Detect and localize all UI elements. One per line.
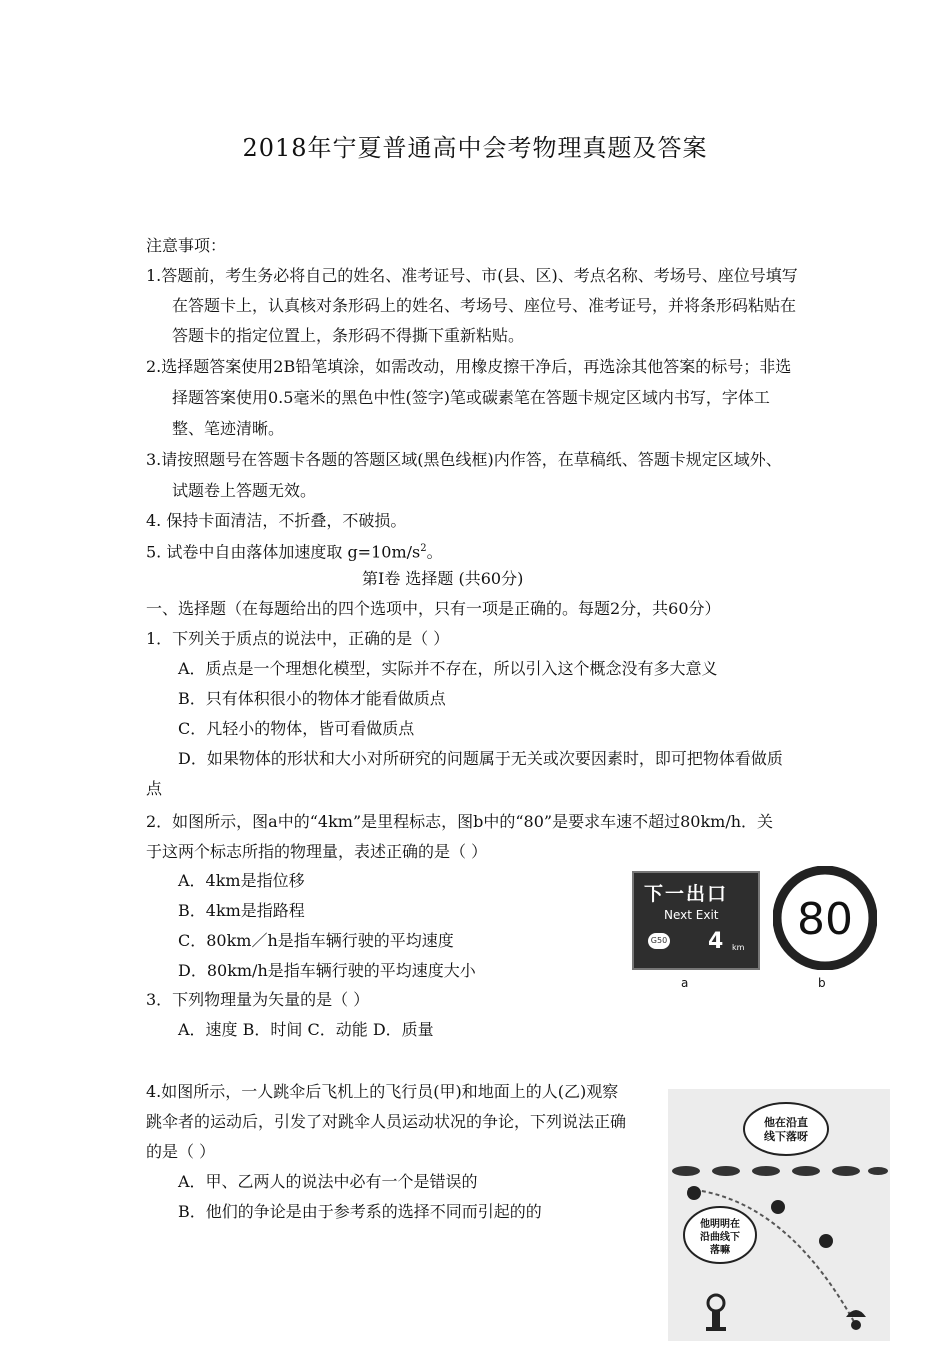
notice-line: 4. 保持卡面清洁，不折叠，不破损。 (146, 511, 407, 530)
speech-ground-line1: 他明明在 (700, 1219, 740, 1230)
q1-stem: 1．下列关于质点的说法中，正确的是（ ） (146, 629, 450, 648)
notice-heading: 注意事项： (146, 236, 227, 255)
q4-stem-cont: 跳伞者的运动后，引发了对跳伞人员运动状况的争论，下列说法正确 (146, 1112, 627, 1131)
section-title: 第Ⅰ卷 选择题 (共60分) (362, 569, 524, 588)
parachute-cartoon-figure (668, 1089, 890, 1341)
notice-line-5-text: 5. 试卷中自由落体加速度取 g=10m/s (146, 542, 421, 562)
q2-option-a: A．4km是指位移 (178, 871, 305, 890)
q2-stem-cont: 于这两个标志所指的物理量，表述正确的是（ ） (146, 842, 488, 861)
speed-limit-value: 80 (797, 894, 853, 945)
notice-line-5 (146, 539, 443, 562)
notice-line: 2.选择题答案使用2B铅笔填涂，如需改动，用橡皮擦干净后，再选涂其他答案的标号；非选 (146, 357, 792, 376)
part-heading: 一、选择题（在每题给出的四个选项中，只有一项是正确的。每题2分，共60分） (146, 599, 721, 618)
q4-option-b: B．他们的争论是由于参考系的选择不同而引起的的 (178, 1202, 542, 1221)
q3-options: A．速度 B．时间 C．动能 D．质量 (178, 1020, 434, 1039)
q1-option-a: A．质点是一个理想化模型，实际并不存在，所以引入这个概念没有多大意义 (178, 659, 718, 678)
notice-line: 1.答题前，考生务必将自己的姓名、准考证号、市(县、区)、考点名称、考场号、座位号填写 (146, 266, 798, 285)
speech-ground-line2: 沿曲线下 (700, 1232, 740, 1243)
notice-line: 择题答案使用0.5毫米的黑色中性(签字)笔或碳素笔在答题卡规定区域内书写，字体工 (172, 388, 770, 407)
notice-line-5-end: 。 (426, 542, 443, 562)
q2-option-c: C．80km／h是指车辆行驶的平均速度 (178, 931, 454, 950)
notice-line: 答题卡的指定位置上，条形码不得撕下重新粘贴。 (172, 326, 525, 345)
notice-line: 试题卷上答题无效。 (172, 481, 317, 500)
q2-stem: 2．如图所示，图a中的“4km”是里程标志，图b中的“80”是要求车速不超过80km/h．关 (146, 812, 774, 831)
page-title: 2018年宁夏普通高中会考物理真题及答案 (242, 134, 708, 162)
speech-pilot-line2: 线下落呀 (764, 1130, 808, 1143)
exit-sign-subtitle: Next Exit (664, 908, 719, 922)
q2-option-b: B．4km是指路程 (178, 901, 305, 920)
q4-stem-cont: 的是（ ） (146, 1142, 216, 1161)
notice-line: 3.请按照题号在答题卡各题的答题区域(黑色线框)内作答，在草稿纸、答题卡规定区域外、 (146, 450, 782, 469)
exit-sign-unit: km (732, 943, 745, 952)
q1-option-d-cont: 点 (146, 779, 163, 798)
speech-bubble-pilot (744, 1103, 828, 1155)
figure-caption-b: b (818, 976, 826, 990)
speech-pilot-line1: 他在沿直 (764, 1116, 808, 1129)
exit-sign-figure (632, 871, 760, 970)
exit-sign-title: 下一出口 (644, 883, 729, 905)
q2-option-d: D．80km/h是指车辆行驶的平均速度大小 (178, 961, 476, 980)
notice-line: 在答题卡上，认真核对条形码上的姓名、考场号、座位号、准考证号，并将条形码粘贴在 (172, 296, 797, 315)
q1-option-b: B．只有体积很小的物体才能看做质点 (178, 689, 446, 708)
notice-line: 整、笔迹清晰。 (172, 419, 285, 438)
q3-stem: 3．下列物理量为矢量的是（ ） (146, 990, 370, 1009)
q4-option-a: A．甲、乙两人的说法中必有一个是错误的 (178, 1172, 478, 1191)
figure-caption-a: a (681, 976, 689, 990)
superscript: 2 (420, 543, 427, 554)
q4-stem: 4.如图所示，一人跳伞后飞机上的飞行员(甲)和地面上的人(乙)观察 (146, 1082, 619, 1101)
speed-limit-sign-figure (773, 866, 877, 970)
exit-sign-distance: 4 (708, 929, 724, 954)
exit-sign-route: G50 (648, 933, 670, 949)
q1-option-d: D．如果物体的形状和大小对所研究的问题属于无关或次要因素时，即可把物体看做质 (178, 749, 783, 768)
q1-option-c: C．凡轻小的物体，皆可看做质点 (178, 719, 415, 738)
speech-ground-line3: 落嘛 (710, 1245, 730, 1256)
